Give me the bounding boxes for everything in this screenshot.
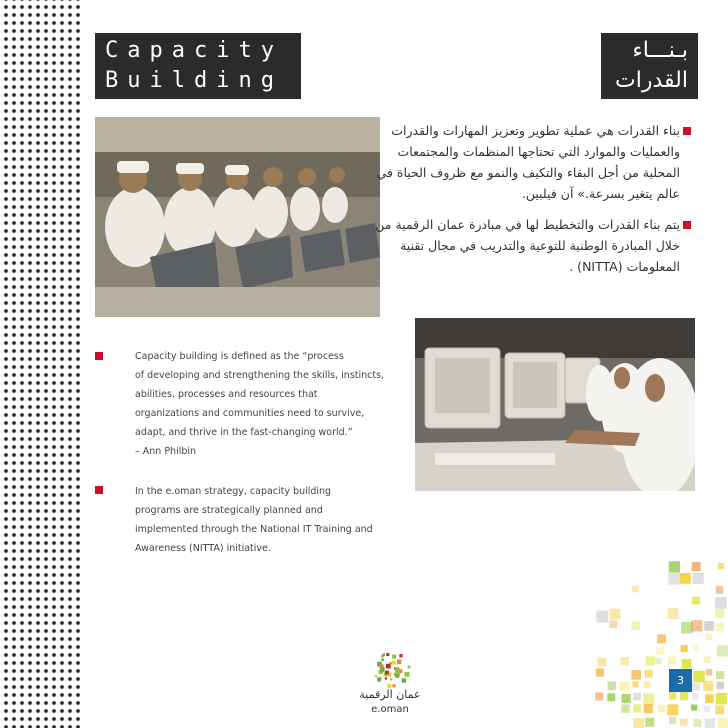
- logo-dot: [385, 671, 389, 675]
- arabic-line: يتم بناء القدرات والتخطيط لها في مبادرة عمان الرقمية من: [375, 217, 680, 232]
- mosaic-tile: [621, 705, 629, 713]
- arabic-title-line2: القدرات: [615, 68, 688, 93]
- mosaic-tile: [693, 719, 701, 727]
- classroom-photo-men: [95, 117, 380, 317]
- arabic-title: [601, 33, 698, 99]
- english-line: organizations and communities need to survive,: [135, 408, 365, 419]
- logo-dot: [375, 675, 378, 678]
- arabic-line: بناء القدرات هي عملية تطوير وتعزيز المهارات والقدرات: [391, 123, 680, 138]
- mosaic-tile: [610, 609, 621, 620]
- mosaic-tile: [656, 647, 664, 655]
- logo-dot: [402, 678, 406, 682]
- mosaic-tile: [680, 692, 688, 700]
- mosaic-tile: [717, 645, 728, 656]
- mosaic-tile: [633, 718, 644, 728]
- mosaic-tile: [633, 704, 641, 712]
- logo-dot: [408, 666, 411, 669]
- mosaic-tile: [646, 656, 655, 665]
- mosaic-tile: [669, 717, 676, 724]
- mosaic-tile: [668, 573, 680, 585]
- mosaic-tile: [632, 586, 638, 592]
- mosaic-tile: [657, 634, 666, 643]
- mosaic-tile: [715, 597, 727, 609]
- logo-dot: [397, 660, 401, 664]
- mosaic-tile: [645, 670, 653, 678]
- logo-dot: [392, 655, 396, 659]
- mosaic-tile: [706, 634, 712, 640]
- english-line: Capacity building is defined as the “process: [135, 351, 344, 362]
- english-title-line1: Capacity: [105, 38, 283, 63]
- mosaic-tile: [645, 718, 654, 727]
- logo-dot: [392, 684, 395, 687]
- mosaic-tile: [658, 705, 665, 712]
- english-title: [95, 33, 301, 99]
- mosaic-tile: [644, 681, 651, 688]
- mosaic-tile: [716, 586, 724, 594]
- mosaic-tile: [669, 561, 680, 572]
- mosaic-tile: [631, 670, 641, 680]
- mosaic-tile: [620, 682, 629, 691]
- mosaic-tile: [691, 620, 702, 631]
- arabic-line: والعمليات والموارد التي تحتاجها المنظمات والمجتمعات: [397, 144, 680, 159]
- arabic-line: عالم يتغير بسرعة.» آن فيلبين.: [521, 186, 680, 201]
- mosaic-tile: [596, 611, 608, 623]
- mosaic-tile: [598, 658, 607, 667]
- mosaic-tile: [704, 621, 714, 631]
- bullet-ar-2: [683, 221, 691, 229]
- mosaic-tile: [595, 692, 603, 700]
- mosaic-tile: [693, 671, 705, 683]
- logo-english-text: e.oman: [371, 704, 409, 715]
- mosaic-tile: [715, 609, 724, 618]
- bullet-ar-1: [683, 127, 691, 135]
- logo-dot: [386, 653, 389, 656]
- logo-dot: [404, 672, 409, 677]
- logo-dot: [381, 659, 384, 662]
- arabic-line: خلال المبادرة الوطنية للتوعية والتدريب في مجال تقنية: [400, 238, 680, 253]
- dotted-pattern-strip: [0, 0, 80, 728]
- mosaic-tile: [680, 573, 691, 584]
- english-line: In the e.oman strategy, capacity building: [135, 486, 332, 497]
- english-paragraph-1: [135, 347, 395, 461]
- logo-dot: [388, 665, 391, 668]
- logo-dot: [377, 677, 381, 681]
- mosaic-tile: [655, 658, 661, 664]
- logo-arabic-text: عمان الرقمية: [359, 688, 421, 701]
- mosaic-tile: [692, 693, 698, 699]
- mosaic-tile: [668, 608, 679, 619]
- arabic-line: المعلومات (NITTA) .: [569, 259, 680, 274]
- mosaic-tile: [622, 694, 631, 703]
- mosaic-tile: [706, 669, 713, 676]
- bullet-en-2: [95, 486, 103, 494]
- mosaic-tile: [682, 659, 692, 669]
- arabic-line: المحلية من أجل البقاء والتكيف والنمو مع ظروف الحياة في: [376, 165, 680, 180]
- logo-dot: [399, 669, 403, 673]
- mosaic-tile: [609, 620, 617, 628]
- mosaic-tile: [607, 681, 616, 690]
- logo-dot: [380, 667, 384, 671]
- mosaic-tile: [668, 657, 676, 665]
- arabic-title-line1: بـنـــاء: [632, 38, 688, 63]
- english-line: of developing and strengthening the skills, instincts,: [135, 370, 385, 381]
- mosaic-tile: [718, 718, 728, 728]
- logo-dot: [389, 662, 391, 664]
- mosaic-tile: [667, 704, 678, 715]
- mosaic-tile: [715, 705, 724, 714]
- logo-dot: [399, 654, 402, 657]
- english-line: adapt, and thrive in the fast-changing world.”: [135, 427, 353, 438]
- mosaic-tile: [692, 597, 700, 605]
- logo-dot: [382, 654, 385, 657]
- logo-dot: [392, 661, 396, 665]
- mosaic-tile: [596, 668, 604, 676]
- mosaic-tile: [681, 622, 693, 634]
- eoman-logo: [355, 648, 425, 688]
- mosaic-tile: [681, 645, 688, 652]
- mosaic-tile: [691, 705, 697, 711]
- english-line: abilities, processes and resources that: [135, 389, 318, 400]
- mosaic-tile: [643, 693, 654, 704]
- mosaic-tile: [632, 681, 638, 687]
- english-line: – Ann Philbin: [135, 446, 197, 457]
- arabic-paragraph-1: [376, 120, 680, 204]
- mosaic-tile: [705, 694, 714, 703]
- mosaic-tile: [705, 718, 715, 728]
- mosaic-tile: [621, 657, 629, 665]
- mosaic-tile: [692, 573, 703, 584]
- mosaic-tile: [692, 683, 700, 691]
- logo-dot: [390, 678, 392, 680]
- arabic-paragraph-2: [375, 214, 680, 277]
- logo-dot: [385, 677, 387, 679]
- english-title-line2: Building: [105, 68, 283, 93]
- mosaic-tile: [716, 682, 724, 690]
- bullet-en-1: [95, 352, 103, 360]
- mosaic-tile: [644, 704, 653, 713]
- mosaic-tile: [692, 562, 701, 571]
- mosaic-tile: [718, 563, 724, 569]
- mosaic-tile: [633, 693, 641, 701]
- english-line: implemented through the National IT Training and: [135, 524, 373, 535]
- english-paragraph-2: [135, 482, 395, 558]
- logo-dot: [395, 674, 399, 678]
- mosaic-tile: [715, 623, 724, 632]
- mosaic-tile: [631, 621, 639, 629]
- english-line: Awareness (NITTA) initiative.: [135, 543, 271, 554]
- page-number-badge: 3: [669, 669, 692, 692]
- english-line: programs are strategically planned and: [135, 505, 323, 516]
- mosaic-tile: [703, 681, 713, 691]
- mosaic-tile: [716, 671, 724, 679]
- classroom-photo-women: [415, 318, 695, 491]
- mosaic-tile: [704, 706, 710, 712]
- mosaic-tile: [680, 719, 687, 726]
- mosaic-tile: [607, 693, 615, 701]
- mosaic-pattern: [595, 560, 728, 728]
- mosaic-tile: [716, 693, 728, 705]
- mosaic-tile: [704, 656, 711, 663]
- mosaic-tile: [692, 645, 698, 651]
- mosaic-tile: [669, 692, 676, 699]
